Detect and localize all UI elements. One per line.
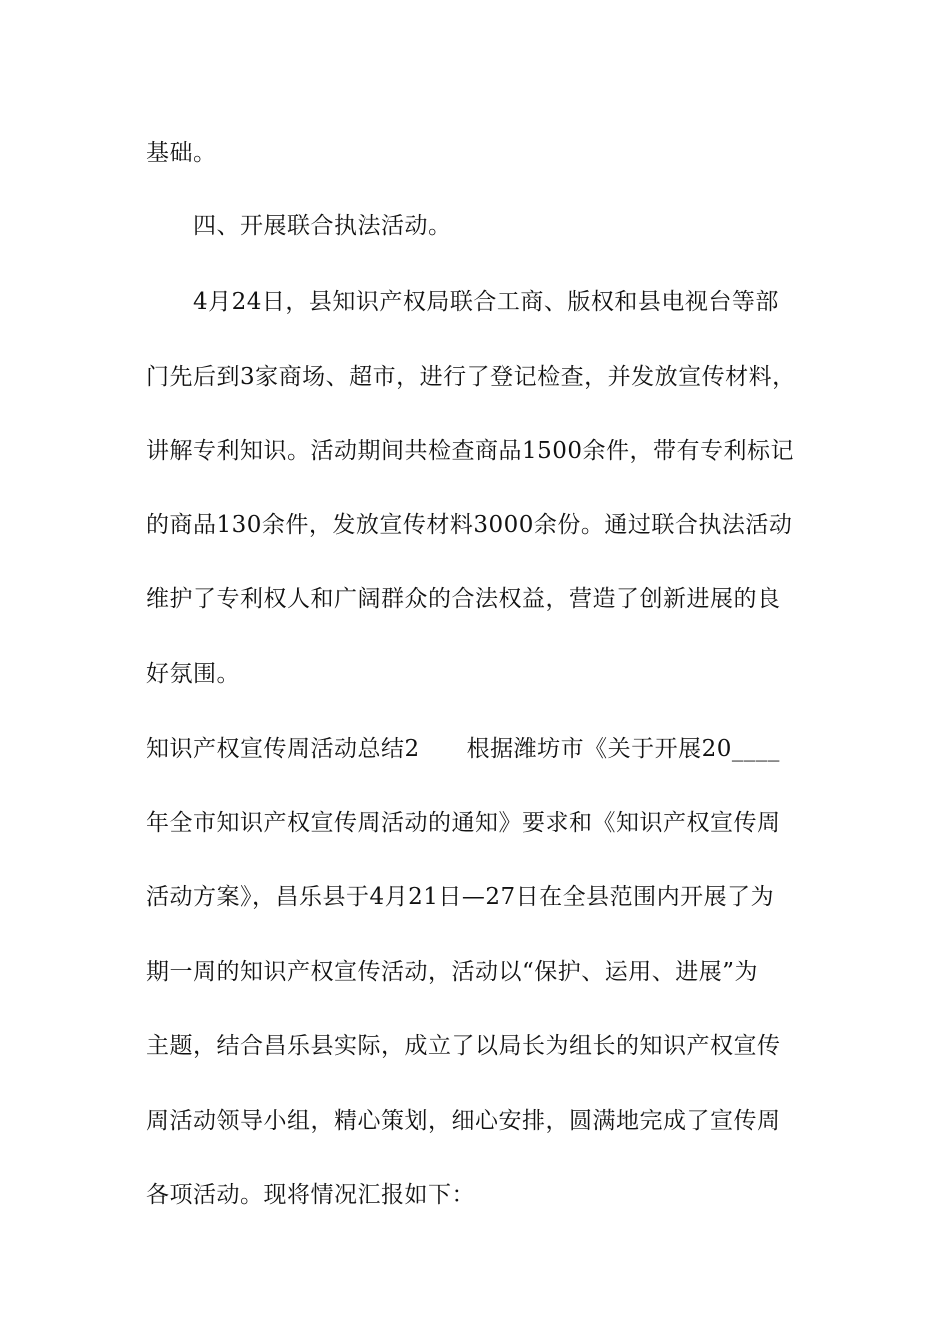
text-line: 活动方案》，昌乐县于4月21日—27日在全县范围内开展了为 xyxy=(146,884,775,910)
text-line: 的商品130余件，发放宣传材料3000余份。通过联合执法活动 xyxy=(146,512,793,538)
text-line: 各项活动。现将情况汇报如下： xyxy=(146,1182,475,1208)
text-line: 4月24日，县知识产权局联合工商、版权和县电视台等部 xyxy=(146,289,779,315)
text-line: 好氛围。 xyxy=(146,661,240,687)
text-line: 基础。 xyxy=(146,140,217,166)
section-heading: 四、开展联合执法活动。 xyxy=(146,213,452,239)
text-line: 维护了专利权人和广阔群众的合法权益，营造了创新进展的良 xyxy=(146,586,781,612)
text-line: 讲解专利知识。活动期间共检查商品1500余件，带有专利标记 xyxy=(146,438,795,464)
text-line: 期一周的知识产权宣传活动，活动以“保护、运用、进展”为 xyxy=(146,959,759,985)
text-line: 主题，结合昌乐县实际，成立了以局长为组长的知识产权宣传 xyxy=(146,1033,781,1059)
text-line: 年全市知识产权宣传周活动的通知》要求和《知识产权宣传周 xyxy=(146,810,781,836)
text-line: 知识产权宣传周活动总结2 根据潍坊市《关于开展20____ xyxy=(146,736,780,762)
text-line: 门先后到3家商场、超市，进行了登记检查，并发放宣传材料， xyxy=(146,364,796,390)
text-line: 周活动领导小组，精心策划，细心安排，圆满地完成了宣传周 xyxy=(146,1108,781,1134)
